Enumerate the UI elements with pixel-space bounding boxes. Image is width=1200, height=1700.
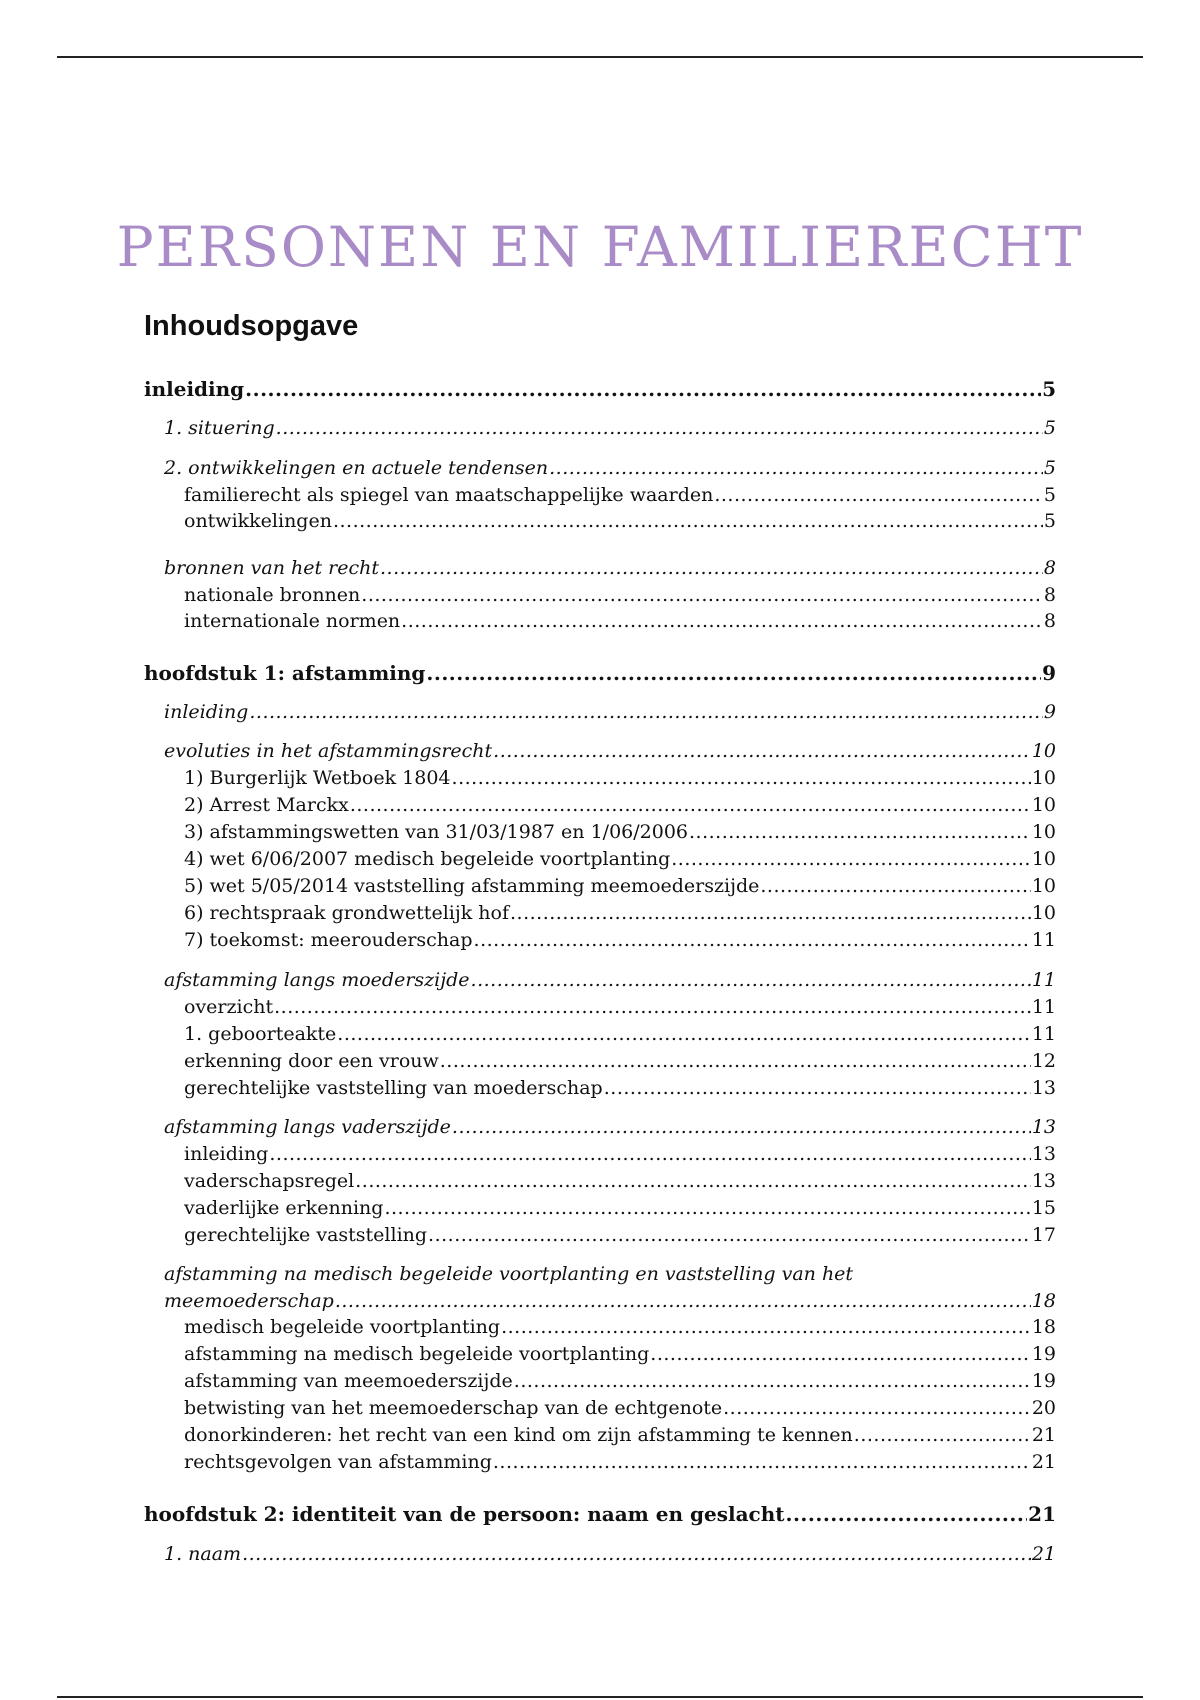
- toc-leader-dots: [274, 995, 1031, 1019]
- toc-page-number: 11: [1031, 1023, 1056, 1045]
- toc-entry-text: 4) wet 6/06/2007 medisch begeleide voortplanting: [184, 848, 671, 870]
- toc-entry-text: bronnen van het recht: [164, 557, 380, 579]
- toc-leader-dots: [350, 793, 1031, 817]
- toc-page-number: 17: [1031, 1224, 1056, 1246]
- document-title: PERSONEN EN FAMILIERECHT: [116, 215, 1084, 279]
- toc-leader-dots: [452, 1115, 1031, 1139]
- toc-leader-dots: [510, 901, 1031, 925]
- toc-entry[interactable]: [184, 509, 1056, 533]
- toc-entry[interactable]: [184, 1169, 1056, 1193]
- toc-entry-text: ontwikkelingen: [184, 510, 332, 532]
- toc-entry-text-line1: afstamming na medisch begeleide voortplanting en vaststelling van het: [164, 1263, 854, 1285]
- toc-entry-text: donorkinderen: het recht van een kind om zijn afstamming te kennen: [184, 1424, 853, 1446]
- toc-entry-text: 1. geboorteakte: [184, 1023, 337, 1045]
- toc-leader-dots: [723, 1396, 1031, 1420]
- toc-page-number: 8: [1043, 610, 1056, 632]
- toc-page-number: 10: [1031, 740, 1056, 762]
- toc-page-number: 12: [1031, 1050, 1056, 1072]
- toc-entry[interactable]: [164, 416, 1056, 440]
- toc-leader-dots: [355, 1169, 1031, 1193]
- toc-entry[interactable]: [184, 1369, 1056, 1393]
- toc-entry[interactable]: [184, 901, 1056, 925]
- toc-leader-dots: [471, 968, 1031, 992]
- toc-entry-text: 2) Arrest Marckx: [184, 794, 349, 816]
- toc-page-number: 8: [1043, 557, 1056, 579]
- header-rule: [57, 56, 1143, 58]
- toc-page-number: 20: [1031, 1397, 1056, 1419]
- toc-entry[interactable]: [164, 456, 1056, 480]
- toc-leader-dots: [760, 874, 1030, 898]
- toc-entry-text: overzicht: [184, 996, 274, 1018]
- toc-page-number: 11: [1031, 969, 1056, 991]
- toc-leader-dots: [333, 509, 1043, 533]
- toc-entry[interactable]: [184, 1423, 1056, 1447]
- toc-page-number: 5: [1043, 417, 1056, 439]
- toc-page-number: 13: [1031, 1170, 1056, 1192]
- toc-entry-text: meemoederschap: [164, 1290, 334, 1312]
- toc-leader-dots: [242, 1542, 1031, 1566]
- toc-entry[interactable]: [184, 995, 1056, 1019]
- toc-page-number: 21: [1028, 1502, 1056, 1526]
- toc-entry-text: betwisting van het meemoederschap van de echtgenote: [184, 1397, 723, 1419]
- toc-entry[interactable]: [164, 968, 1056, 992]
- toc-leader-dots: [650, 1342, 1031, 1366]
- toc-entry-text: afstamming langs moederszijde: [164, 969, 470, 991]
- toc-page-number: 5: [1043, 484, 1056, 506]
- toc-entry-text: familierecht als spiegel van maatschappelijke waarden: [184, 484, 714, 506]
- toc-leader-dots: [514, 1369, 1031, 1393]
- toc-page-number: 9: [1042, 661, 1056, 685]
- toc-entry[interactable]: [144, 1502, 1056, 1526]
- toc-heading: Inhoudsopgave: [144, 310, 359, 342]
- toc-leader-dots: [428, 1223, 1031, 1247]
- toc-entry-text: erkenning door een vrouw: [184, 1050, 439, 1072]
- toc-entry[interactable]: [184, 1142, 1056, 1166]
- toc-entry[interactable]: [164, 739, 1056, 763]
- toc-leader-dots: [501, 1315, 1031, 1339]
- toc-page-number: 10: [1031, 821, 1056, 843]
- toc-page-number: 10: [1031, 767, 1056, 789]
- toc-entry[interactable]: [184, 1342, 1056, 1366]
- toc-entry-text: rechtsgevolgen van afstamming: [184, 1451, 492, 1473]
- toc-entry[interactable]: [184, 1196, 1056, 1220]
- toc-entry-text: 1. naam: [164, 1543, 242, 1565]
- toc-leader-dots: [401, 609, 1043, 633]
- toc-leader-dots: [269, 1142, 1030, 1166]
- footer-rule: [57, 1696, 1143, 1698]
- toc-entry-text: nationale bronnen: [184, 584, 361, 606]
- toc-leader-dots: [714, 483, 1043, 507]
- toc-entry[interactable]: [184, 1315, 1056, 1339]
- toc-entry[interactable]: [144, 377, 1056, 401]
- toc-leader-dots: [337, 1022, 1031, 1046]
- toc-entry-text: afstamming langs vaderszijde: [164, 1116, 451, 1138]
- toc-leader-dots: [474, 928, 1031, 952]
- toc-leader-dots: [384, 1196, 1030, 1220]
- toc-leader-dots: [786, 1502, 1028, 1526]
- toc-leader-dots: [689, 820, 1031, 844]
- toc-entry[interactable]: [184, 583, 1056, 607]
- toc-entry-text: afstamming van meemoederszijde: [184, 1370, 513, 1392]
- toc-entry[interactable]: [184, 483, 1056, 507]
- toc-leader-dots: [493, 739, 1031, 763]
- toc-entry[interactable]: [164, 1542, 1056, 1566]
- toc-entry[interactable]: [184, 1223, 1056, 1247]
- toc-leader-dots: [452, 766, 1031, 790]
- toc-entry-text: 2. ontwikkelingen en actuele tendensen: [164, 457, 549, 479]
- toc-entry-text: 7) toekomst: meerouderschap: [184, 929, 473, 951]
- toc-page-number: 5: [1043, 510, 1056, 532]
- toc-entry[interactable]: [184, 609, 1056, 633]
- toc-entry[interactable]: [184, 1450, 1056, 1474]
- toc-entry[interactable]: [164, 700, 1056, 724]
- toc-entry[interactable]: [184, 1049, 1056, 1073]
- toc-page-number: 19: [1031, 1343, 1056, 1365]
- toc-entry[interactable]: [164, 1115, 1056, 1139]
- toc-leader-dots: [493, 1450, 1031, 1474]
- toc-entry[interactable]: [164, 556, 1056, 580]
- toc-entry-text: vaderschapsregel: [184, 1170, 355, 1192]
- toc-entry-text: internationale normen: [184, 610, 401, 632]
- toc-page-number: 5: [1042, 377, 1056, 401]
- toc-entry-text: evoluties in het afstammingsrecht: [164, 740, 493, 762]
- toc-page-number: 15: [1031, 1197, 1056, 1219]
- toc-leader-dots: [854, 1423, 1031, 1447]
- toc-entry[interactable]: [184, 766, 1056, 790]
- toc-page-number: 13: [1031, 1143, 1056, 1165]
- toc-entry-text: hoofdstuk 2: identiteit van de persoon: naam en geslacht: [144, 1502, 785, 1526]
- toc-page-number: 11: [1031, 929, 1056, 951]
- toc-entry-text: inleiding: [184, 1143, 269, 1165]
- toc-entry[interactable]: [184, 847, 1056, 871]
- toc-page-number: 21: [1031, 1543, 1056, 1565]
- toc-entry-text: medisch begeleide voortplanting: [184, 1316, 501, 1338]
- toc-leader-dots: [245, 377, 1041, 401]
- toc-entry-text: gerechtelijke vaststelling: [184, 1224, 428, 1246]
- toc-page-number: 8: [1043, 584, 1056, 606]
- toc-entry[interactable]: [184, 874, 1056, 898]
- toc-entry-text: 5) wet 5/05/2014 vaststelling afstamming meemoederszijde: [184, 875, 760, 897]
- toc-leader-dots: [440, 1049, 1031, 1073]
- toc-entry[interactable]: [184, 1396, 1056, 1420]
- toc-leader-dots: [426, 661, 1041, 685]
- toc-page-number: 18: [1031, 1290, 1056, 1312]
- toc-entry[interactable]: [184, 820, 1056, 844]
- toc-entry-text: gerechtelijke vaststelling van moederschap: [184, 1077, 603, 1099]
- toc-leader-dots: [549, 456, 1043, 480]
- toc-page-number: 10: [1031, 848, 1056, 870]
- toc-entry[interactable]: [144, 661, 1056, 685]
- toc-page-number: 19: [1031, 1370, 1056, 1392]
- toc-entry-text: 3) afstammingswetten van 31/03/1987 en 1/06/2006: [184, 821, 689, 843]
- toc-entry-text: afstamming na medisch begeleide voortplanting: [184, 1343, 650, 1365]
- toc-page-number: 11: [1031, 996, 1056, 1018]
- toc-entry[interactable]: [184, 793, 1056, 817]
- toc-page-number: 9: [1043, 701, 1056, 723]
- toc-entry[interactable]: [184, 928, 1056, 952]
- toc-page-number: 10: [1031, 794, 1056, 816]
- toc-entry[interactable]: [164, 1289, 1056, 1313]
- toc-page-number: 5: [1043, 457, 1056, 479]
- toc-page-number: 13: [1031, 1077, 1056, 1099]
- toc-page-number: 13: [1031, 1116, 1056, 1138]
- toc-entry-text: 1) Burgerlijk Wetboek 1804: [184, 767, 451, 789]
- toc-entry-text: hoofdstuk 1: afstamming: [144, 661, 426, 685]
- toc-entry-text: vaderlijke erkenning: [184, 1197, 384, 1219]
- toc-page-number: 21: [1031, 1424, 1056, 1446]
- toc-leader-dots: [335, 1289, 1031, 1313]
- toc-entry-text: 1. situering: [164, 417, 275, 439]
- toc-leader-dots: [604, 1076, 1031, 1100]
- toc-entry[interactable]: [184, 1022, 1056, 1046]
- toc-leader-dots: [380, 556, 1043, 580]
- toc-page-number: 10: [1031, 902, 1056, 924]
- toc-page-number: 18: [1031, 1316, 1056, 1338]
- toc-leader-dots: [361, 583, 1043, 607]
- toc-entry[interactable]: [184, 1076, 1056, 1100]
- toc-leader-dots: [249, 700, 1043, 724]
- toc-leader-dots: [276, 416, 1043, 440]
- toc-entry-text: inleiding: [144, 377, 245, 401]
- toc-entry-text: 6) rechtspraak grondwettelijk hof: [184, 902, 509, 924]
- toc-page-number: 10: [1031, 875, 1056, 897]
- toc-entry-text: inleiding: [164, 701, 249, 723]
- toc-leader-dots: [671, 847, 1031, 871]
- toc-page-number: 21: [1031, 1451, 1056, 1473]
